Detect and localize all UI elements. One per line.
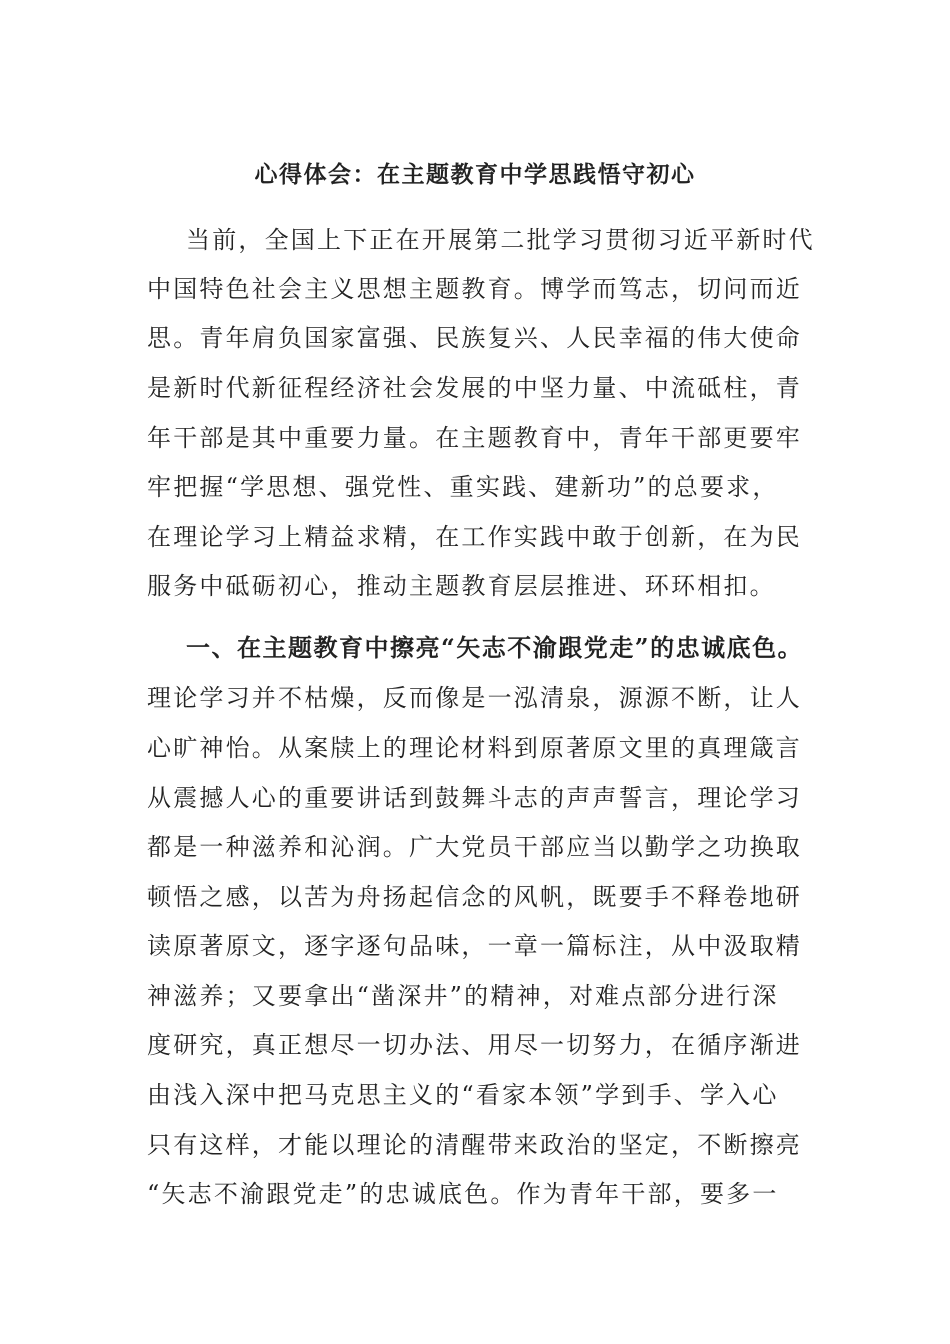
paragraph-1-line-6: 牢把握“学思想、强党性、重实践、建新功”的总要求， — [147, 473, 779, 501]
section-1-line-2: 心旷神怡。从案牍上的理论材料到原著原文里的真理箴言 — [147, 734, 802, 762]
paragraph-1-line-1: 当前，全国上下正在开展第二批学习贯彻习近平新时代 — [186, 226, 815, 254]
section-1-line-3: 从震撼人心的重要讲话到鼓舞斗志的声声誓言，理论学习 — [147, 784, 802, 812]
section-1-line-11: “矢志不渝跟党走”的忠诚底色。作为青年干部，要多一 — [147, 1180, 779, 1208]
section-1-line-1: 理论学习并不枯燥，反而像是一泓清泉，源源不断，让人 — [147, 684, 802, 712]
paragraph-1-line-8: 服务中砥砺初心，推动主题教育层层推进、环环相扣。 — [147, 572, 776, 600]
paragraph-1-line-3: 思。青年肩负国家富强、民族复兴、人民幸福的伟大使命 — [147, 324, 802, 352]
paragraph-1-line-5: 年干部是其中重要力量。在主题教育中，青年干部更要牢 — [147, 424, 802, 452]
paragraph-1-line-2: 中国特色社会主义思想主题教育。博学而笃志，切问而近 — [147, 275, 802, 303]
section-1-line-10: 只有这样，才能以理论的清醒带来政治的坚定，不断擦亮 — [147, 1131, 802, 1159]
section-1-line-7: 神滋养；又要拿出“凿深井”的精神，对难点部分进行深 — [147, 982, 779, 1010]
paragraph-1-line-7: 在理论学习上精益求精，在工作实践中敢于创新，在为民 — [147, 523, 802, 551]
section-1-heading: 一、在主题教育中擦亮“矢志不渝跟党走”的忠诚底色。 — [186, 633, 804, 662]
section-1-line-4: 都是一种滋养和沁润。广大党员干部应当以勤学之功换取 — [147, 833, 802, 861]
section-1-line-8: 度研究，真正想尽一切办法、用尽一切努力，在循序渐进 — [147, 1031, 802, 1059]
document-title: 心得体会：在主题教育中学思践悟守初心 — [254, 161, 696, 188]
paragraph-1-line-4: 是新时代新征程经济社会发展的中坚力量、中流砥柱，青 — [147, 374, 802, 402]
section-1-line-5: 顿悟之感，以苦为舟扬起信念的风帆，既要手不释卷地研 — [147, 883, 802, 911]
section-1-line-9: 由浅入深中把马克思主义的“看家本领”学到手、学入心 — [147, 1081, 779, 1109]
section-1-line-6: 读原著原文，逐字逐句品味，一章一篇标注，从中汲取精 — [147, 932, 802, 960]
